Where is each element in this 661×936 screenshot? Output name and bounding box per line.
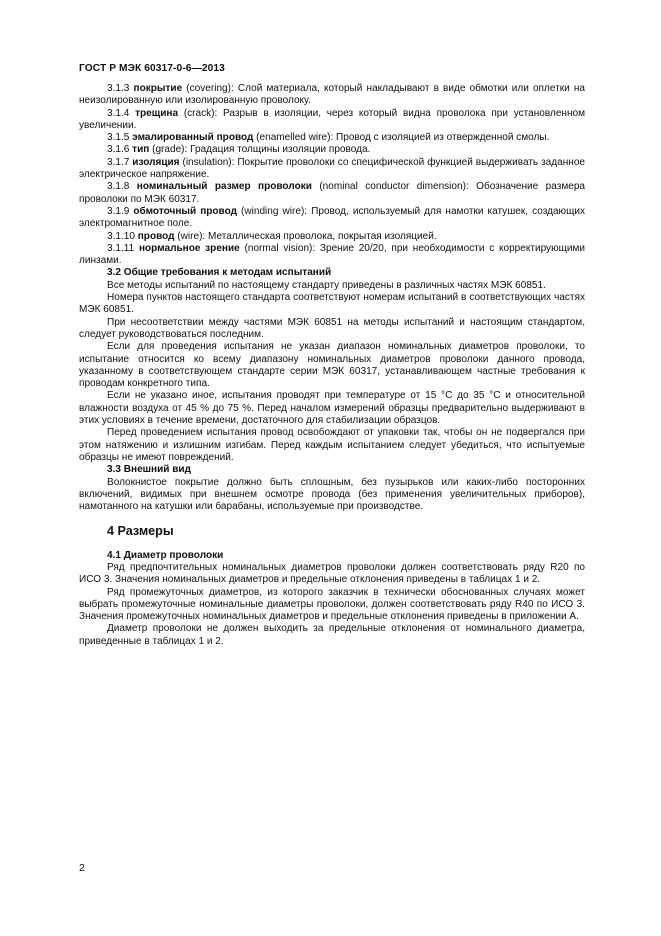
term-3-1-3: 3.1.3 покрытие (covering): Слой материала, который накладывают в виде обмотки или оплетки на неизолированную или изолированную проволоку. <box>79 83 586 107</box>
term-3-1-8: 3.1.8 номинальный размер проволоки (nominal conductor dimension): Обозначение размера проволоки по МЭК 60317. <box>79 181 586 205</box>
paragraph: Номера пунктов настоящего стандарта соответствуют номерам испытаний в соответствующих частях МЭК 60851. <box>79 292 585 316</box>
page-number: 2 <box>79 862 85 874</box>
paragraph: Диаметр проволоки не должен выходить за предельные отклонения от номинального диаметра, приведенные в таблицах 1 и 2. <box>79 623 585 647</box>
term-3-1-9: 3.1.9 обмоточный провод (winding wire): Провод, используемый для намотки катушек, создающих электромагнитное поле. <box>79 205 585 230</box>
section-4-title: 4 Размеры <box>107 524 174 539</box>
section-3-2-title: 3.2 Общие требования к методам испытаний <box>107 267 332 279</box>
paragraph: Волокнистое покрытие должно быть сплошным, без пузырьков или каких-либо посторонних включений, видимых при внешнем осмотре провода (без применения увеличительных приборов), намотанного на катушки или барабаны, используемые при производстве. <box>79 476 585 513</box>
section-3-3-title: 3.3 Внешний вид <box>107 464 191 476</box>
paragraph: Перед проведением испытания провод освобождают от упаковки так, чтобы он не подвергался при этом натяжению и излишним изгибам. Перед каждым испытанием следует убедиться, что испытуемые образцы не имеют повреждений. <box>79 427 585 463</box>
paragraph: Все методы испытаний по настоящему стандарту приведены в различных частях МЭК 60851. <box>107 279 546 291</box>
document-body <box>79 83 585 648</box>
paragraph: Если не указано иное, испытания проводят при температуре от 15 °С до 35 °С и относительной влажности воздуха от 45 % до 75 %. Перед началом измерений образцы предварительно выдерживают в этих условиях в течение времени, достаточного для стабилизации образцов. <box>79 390 585 427</box>
term-3-1-7: 3.1.7 изоляция (insulation): Покрытие проволоки со специфической функцией выдерживать заданное электрическое напряжение. <box>79 156 585 181</box>
paragraph: При несоответствии между частями МЭК 60851 на методы испытаний и настоящим стандартом, следует руководствоваться последним. <box>79 316 585 340</box>
term-3-1-10: 3.1.10 провод (wire): Металлическая проволока, покрытая изоляцией. <box>107 230 437 242</box>
section-4-1-title: 4.1 Диаметр проволоки <box>107 549 224 561</box>
paragraph: Ряд промежуточных диаметров, из которого заказчик в технически обоснованных случаях может выбрать промежуточные номинальные диаметры проволоки, должен соответствовать ряду R40 по ИСО 3. Значения промежуточных номинальных диаметров и предельные отклонения приведены в приложении А. <box>79 586 585 623</box>
term-3-1-5: 3.1.5 эмалированный провод (enamelled wire): Провод с изоляцией из отвержденной смолы. <box>107 132 550 144</box>
paragraph: Если для проведения испытания не указан диапазон номинальных диаметров проволоки, то испытание относится ко всему диапазону номинальных диаметров проволоки данного провода, указанному в соответствующем стандарте серии МЭК 60317, устанавливающем частные требования к проводам конкретного типа. <box>79 341 585 390</box>
document-header: ГОСТ Р МЭК 60317-0-6—2013 <box>79 63 225 74</box>
term-3-1-6: 3.1.6 тип (grade): Градация толщины изоляции провода. <box>107 144 371 156</box>
term-3-1-4: 3.1.4 трещина (crack): Разрыв в изоляции, через который видна проволока при установленном увеличении. <box>79 107 585 131</box>
paragraph: Ряд предпочтительных номинальных диаметров проволоки должен соответствовать ряду R20 по ИСО 3. Значения номинальных диаметров и предельные отклонения приведены в таблицах 1 и 2. <box>79 561 585 586</box>
term-3-1-11: 3.1.11 нормальное зрение (normal vision): Зрение 20/20, при необходимости с корректирующими линзами. <box>79 242 586 267</box>
